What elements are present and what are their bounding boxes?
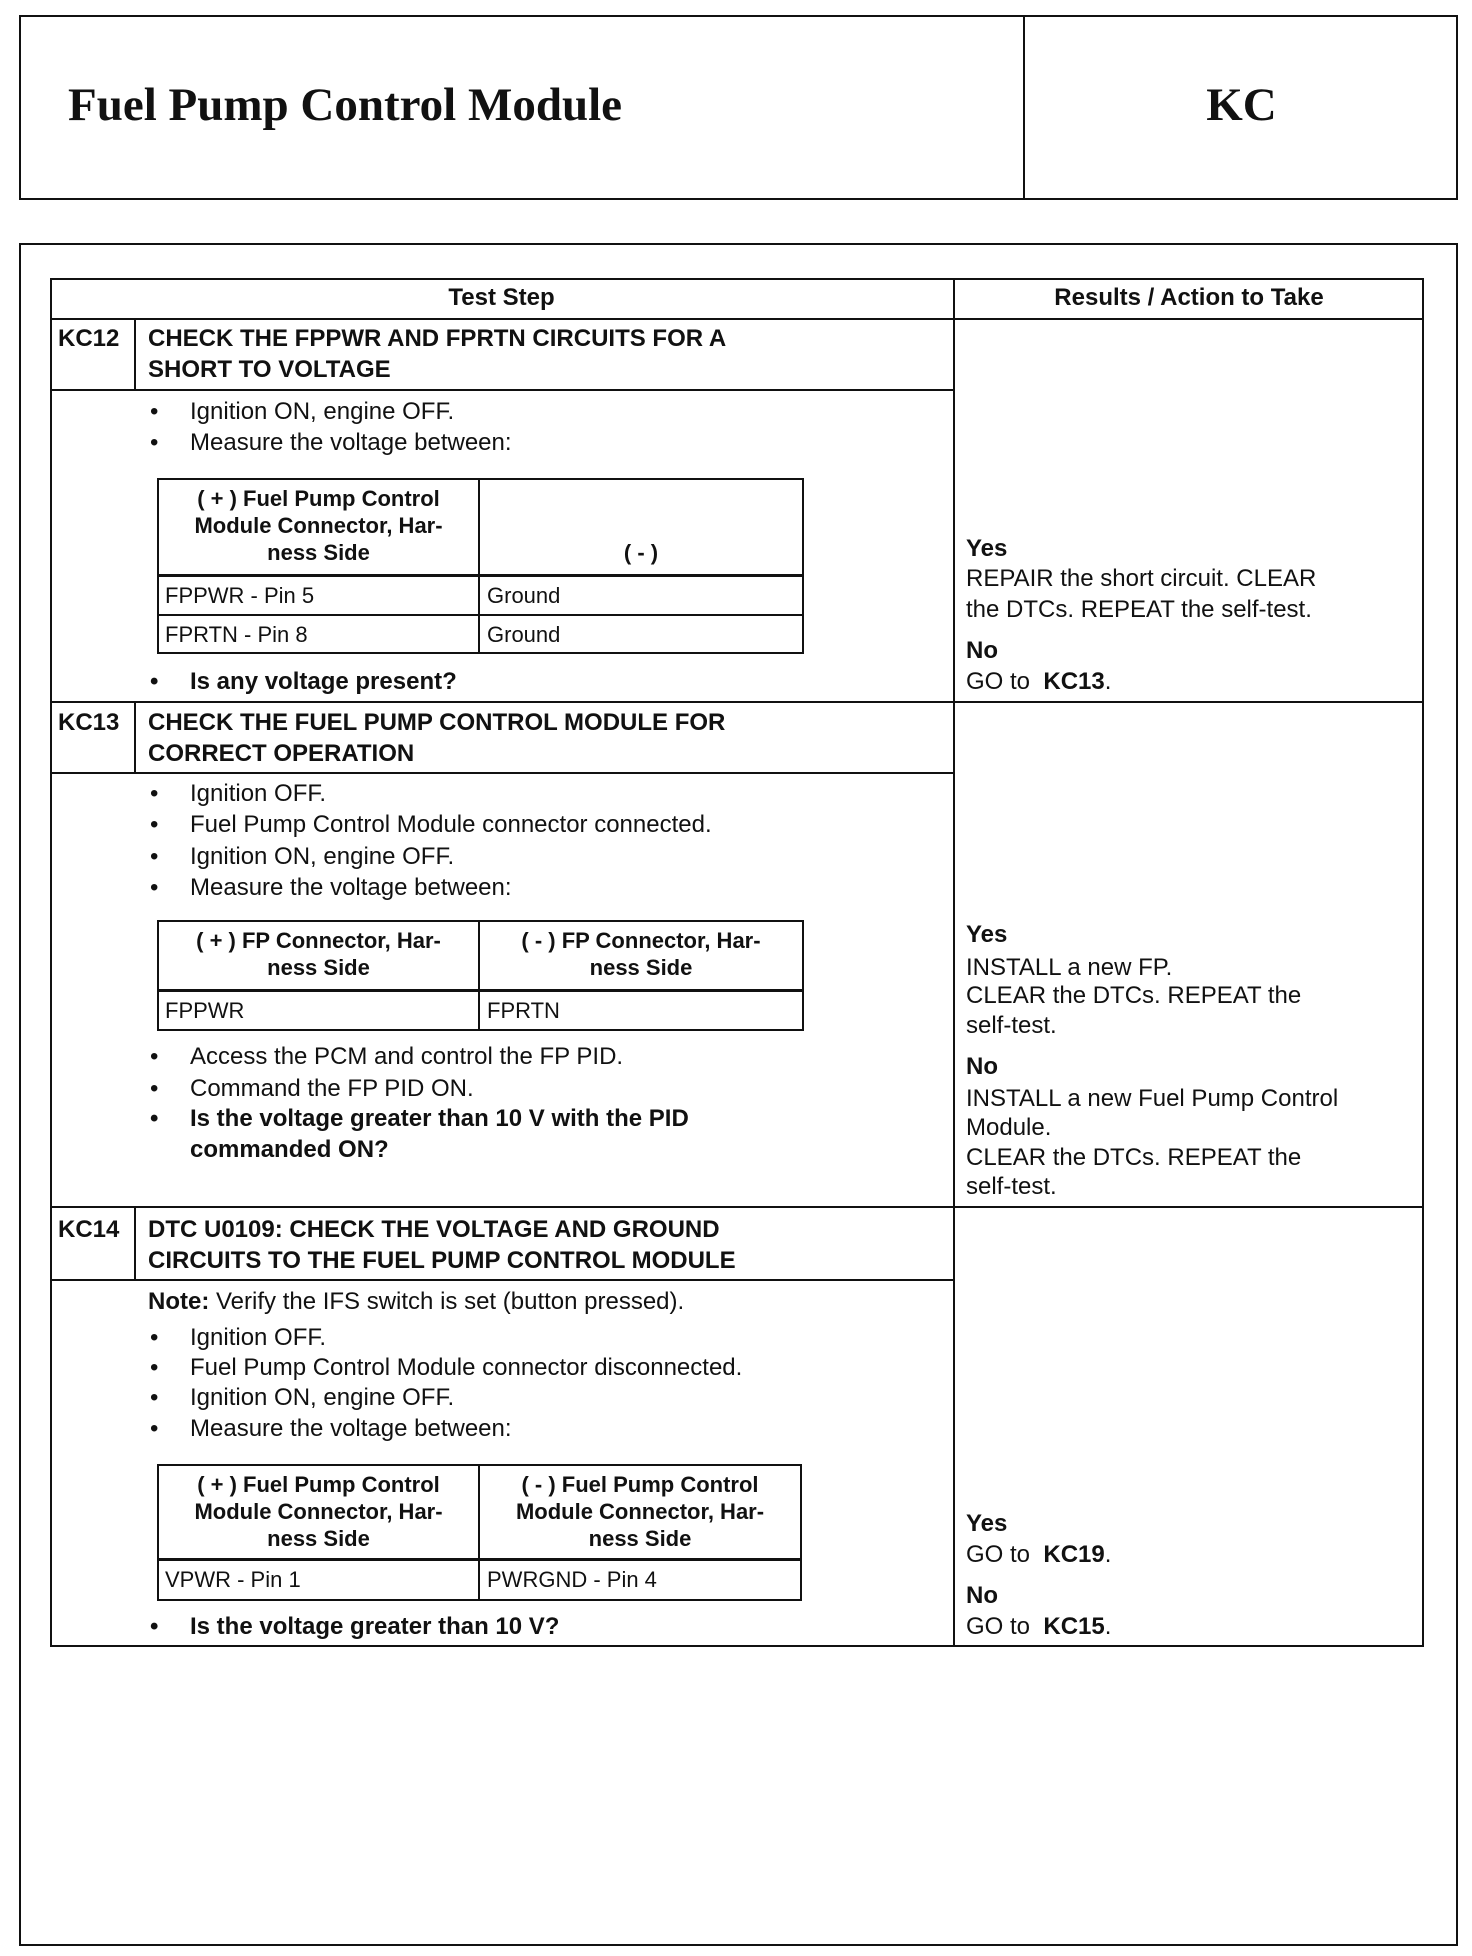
no-action: CLEAR the DTCs. REPEAT the <box>966 1144 1302 1171</box>
meas-header-plus <box>159 485 478 566</box>
question: • Is any voltage present? <box>190 667 457 698</box>
meas-cell: FPPWR <box>165 998 245 1023</box>
row-line <box>50 389 953 391</box>
bullet-item: • Ignition OFF. <box>190 1323 326 1354</box>
step-id: KC12 <box>58 325 120 352</box>
header-line: ness Side <box>267 1526 370 1551</box>
no-label: No <box>966 637 998 664</box>
cell-divider <box>159 574 802 577</box>
bullet-item: • Fuel Pump Control Module connector disconnected. <box>190 1353 742 1384</box>
header-line: ness Side <box>267 955 370 980</box>
header-line: ( - ) Fuel Pump Control <box>521 1472 759 1497</box>
bullet-item: • Measure the voltage between: <box>190 428 512 459</box>
yes-label: Yes <box>966 1510 1008 1537</box>
header-line: ness Side <box>267 540 370 565</box>
meas-header-minus <box>480 1471 800 1552</box>
header-line: ( + ) Fuel Pump Control <box>197 486 440 511</box>
bullet-item: • Access the PCM and control the FP PID. <box>190 1042 623 1073</box>
no-suffix: . <box>1104 1613 1112 1640</box>
cell-divider <box>159 989 802 992</box>
meas-cell: Ground <box>487 583 561 608</box>
step-id-divider <box>134 318 136 390</box>
bullet-item: • Command the FP PID ON. <box>190 1074 474 1105</box>
question: • Is the voltage greater than 10 V with the PID <box>190 1104 689 1135</box>
yes-suffix: . <box>1104 1541 1112 1568</box>
no-action: self-test. <box>966 1173 1057 1200</box>
step-ref-link[interactable]: KC13 <box>1043 668 1105 695</box>
measurement-table <box>157 1464 802 1601</box>
meas-header-plus <box>159 927 478 981</box>
bullet-item: • Measure the voltage between: <box>190 873 512 904</box>
step-title: CHECK THE FPPWR AND FPRTN CIRCUITS FOR A <box>148 325 727 352</box>
row-line <box>50 1206 1424 1208</box>
yes-label: Yes <box>966 535 1008 562</box>
header-line: Module Connector, Har- <box>515 1499 765 1524</box>
yes-action: REPAIR the short circuit. CLEAR <box>966 565 1317 592</box>
bullet-item: • Ignition ON, engine OFF. <box>190 1383 454 1414</box>
section-code: KC <box>1206 79 1277 131</box>
header-line: ness Side <box>589 955 693 980</box>
question-cont: commanded ON? <box>190 1136 389 1163</box>
cell-divider <box>159 614 802 616</box>
question: • Is the voltage greater than 10 V? <box>190 1612 559 1643</box>
meas-cell: FPPWR - Pin 5 <box>165 583 315 608</box>
header-row-line <box>50 318 1424 320</box>
no-suffix: . <box>1104 668 1112 695</box>
bullet-item: • Ignition ON, engine OFF. <box>190 397 454 428</box>
header-line: ( + ) Fuel Pump Control <box>197 1472 440 1497</box>
col-results: Results / Action to Take <box>1054 284 1324 311</box>
bullet-item: • Fuel Pump Control Module connector connected. <box>190 810 712 841</box>
bullet-item: • Ignition ON, engine OFF. <box>190 842 454 873</box>
yes-action <box>966 1540 1111 1571</box>
yes-action: self-test. <box>966 1012 1057 1039</box>
no-action <box>966 1612 1111 1643</box>
header-line: ( + ) FP Connector, Har- <box>196 928 441 953</box>
meas-cell: FPRTN - Pin 8 <box>165 622 308 647</box>
step-title: CHECK THE FUEL PUMP CONTROL MODULE FOR <box>148 709 726 736</box>
step-title: CIRCUITS TO THE FUEL PUMP CONTROL MODULE <box>148 1247 736 1274</box>
meas-header-plus <box>159 1471 478 1552</box>
note-label: Note: <box>148 1288 210 1315</box>
yes-action: the DTCs. REPEAT the self-test. <box>966 596 1312 623</box>
no-prefix: GO to <box>966 668 1031 695</box>
results-divider <box>953 278 955 1647</box>
meas-cell: PWRGND - Pin 4 <box>487 1567 657 1592</box>
header-line: ness Side <box>588 1526 692 1551</box>
bullet-item: • Ignition OFF. <box>190 779 326 810</box>
step-id-divider <box>134 1206 136 1280</box>
row-line <box>50 1279 953 1281</box>
header-line: ( - ) FP Connector, Har- <box>521 928 761 953</box>
no-action: INSTALL a new Fuel Pump Control <box>966 1085 1339 1112</box>
no-label: No <box>966 1582 998 1609</box>
meas-cell: Ground <box>487 622 561 647</box>
step-id-divider <box>134 701 136 773</box>
no-label: No <box>966 1053 998 1080</box>
cell-divider <box>478 480 480 652</box>
step-ref-link[interactable]: KC15 <box>1043 1613 1105 1640</box>
step-title: DTC U0109: CHECK THE VOLTAGE AND GROUND <box>148 1216 720 1243</box>
note-text: Verify the IFS switch is set (button pressed). <box>209 1288 685 1315</box>
yes-prefix: GO to <box>966 1541 1031 1568</box>
row-line <box>50 772 953 774</box>
bullet-item: • Measure the voltage between: <box>190 1414 512 1445</box>
step-title: SHORT TO VOLTAGE <box>148 356 391 383</box>
step-title: CORRECT OPERATION <box>148 740 415 767</box>
no-prefix: GO to <box>966 1613 1031 1640</box>
meas-header-minus: ( - ) <box>623 540 659 565</box>
no-action: Module. <box>966 1114 1052 1141</box>
no-action <box>966 667 1111 698</box>
header-line: Module Connector, Har- <box>194 1499 443 1524</box>
yes-action: INSTALL a new FP. <box>966 954 1173 981</box>
measurement-table <box>157 920 804 1031</box>
cell-divider <box>159 1558 800 1561</box>
header-line: Module Connector, Har- <box>194 513 443 538</box>
yes-action: CLEAR the DTCs. REPEAT the <box>966 982 1302 1009</box>
col-test-step: Test Step <box>448 284 555 311</box>
page-title: Fuel Pump Control Module <box>68 79 623 131</box>
meas-header-minus <box>480 927 802 981</box>
meas-cell: VPWR - Pin 1 <box>165 1567 301 1592</box>
step-id: KC13 <box>58 709 120 736</box>
measurement-table <box>157 478 804 654</box>
yes-label: Yes <box>966 921 1008 948</box>
row-line <box>50 701 1424 703</box>
note <box>148 1287 684 1318</box>
step-id: KC14 <box>58 1216 120 1243</box>
meas-cell: FPRTN <box>487 998 560 1023</box>
step-ref-link[interactable]: KC19 <box>1043 1541 1105 1568</box>
